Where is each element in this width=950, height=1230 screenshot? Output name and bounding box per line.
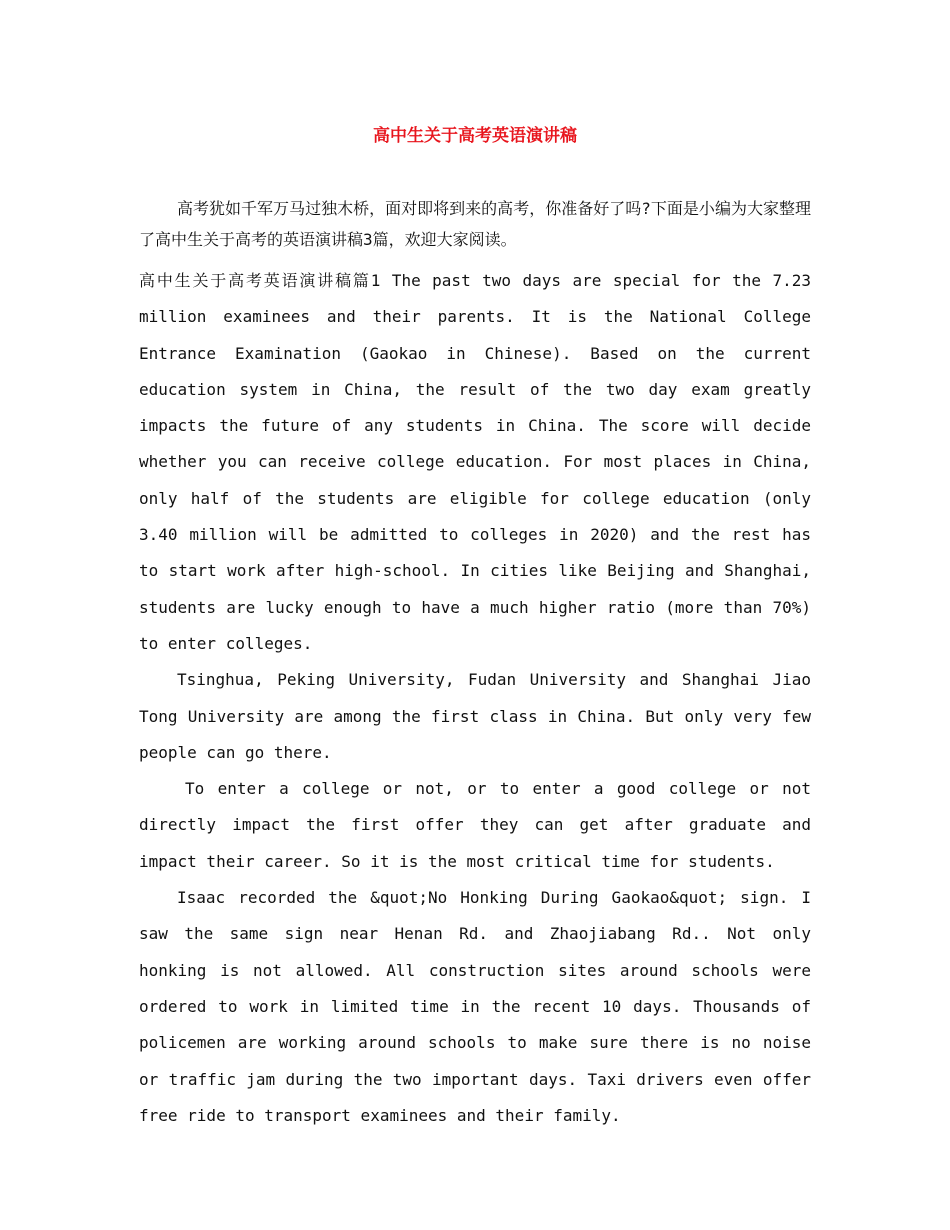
speech-paragraph-2: Tsinghua, Peking University, Fudan University and Shanghai Jiao Tong University are among the first class in China. But only very few people can go there. [139, 670, 811, 762]
document-title: 高中生关于高考英语演讲稿 [373, 126, 577, 146]
speech-paragraph-3: To enter a college or not, or to enter a good college or not directly impact the first offer they can get after graduate and impact their career. So it is the most critical time for students. [139, 779, 811, 871]
speech-paragraph-4: Isaac recorded the &quot;No Honking During Gaokao&quot; sign. I saw the same sign near Henan Rd. and Zhaojiabang Rd.. Not only honking is not allowed. All construction sites around schools were ordered to work in limited time in the recent 10 days. Thousands of policemen are working around schools to make sure there is no noise or traffic jam during the two important days. Taxi drivers even offer free ride to transport examinees and their family. [139, 888, 811, 1125]
intro-paragraph: 高考犹如千军万马过独木桥，面对即将到来的高考，你准备好了吗?下面是小编为大家整理了高中生关于高考的英语演讲稿3篇，欢迎大家阅读。 [139, 199, 811, 249]
document-body [139, 193, 811, 1134]
speech-paragraph-1: 高中生关于高考英语演讲稿篇1 The past two days are special for the 7.23 million examinees and their parents. It is the National College Entrance Examination (Gaokao in Chinese). Based on the current education system in China, the result of the two day exam greatly impacts the future of any students in China. The score will decide whether you can receive college education. For most places in China, only half of the students are eligible for college education (only 3.40 million will be admitted to colleges in 2020) and the rest has to start work after high-school. In cities like Beijing and Shanghai, students are lucky enough to have a much higher ratio (more than 70%) to enter colleges. [139, 271, 811, 653]
